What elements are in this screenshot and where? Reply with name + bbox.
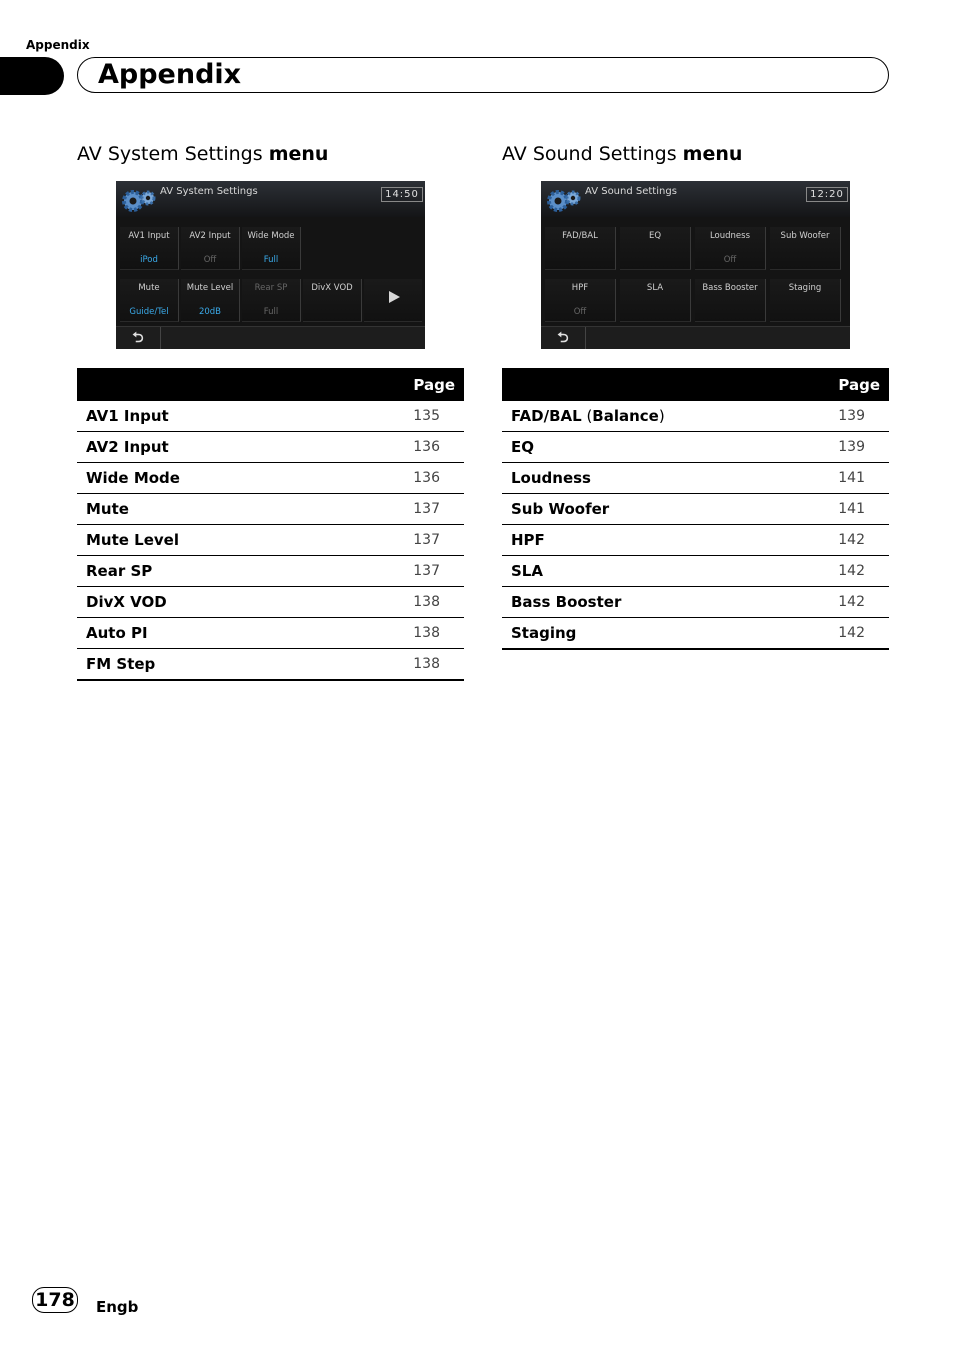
screen-button-av1-input[interactable]: AV1 Input iPod xyxy=(120,227,179,270)
screen-button-fad-bal[interactable]: FAD/BAL xyxy=(545,227,616,270)
gear-icon xyxy=(544,185,584,213)
table-row: FM Step 138 xyxy=(77,649,464,681)
table-row: FAD/BAL (Balance) 139 xyxy=(502,401,889,432)
screen-button-mute[interactable]: Mute Guide/Tel xyxy=(120,279,179,322)
page-title: Appendix xyxy=(98,59,242,90)
screen-title: AV Sound Settings xyxy=(585,186,677,197)
screen-button-mute-level[interactable]: Mute Level 20dB xyxy=(181,279,240,322)
table-header-blank xyxy=(77,368,328,401)
table-row: Sub Woofer 141 xyxy=(502,494,889,525)
table-row: EQ 139 xyxy=(502,432,889,463)
screen-button-bass-booster[interactable]: Bass Booster xyxy=(695,279,766,322)
screen-button-staging[interactable]: Staging xyxy=(770,279,841,322)
screen-button-loudness[interactable]: Loudness Off xyxy=(695,227,766,270)
language-code: Engb xyxy=(96,1298,139,1316)
screen-button-av2-input[interactable]: AV2 Input Off xyxy=(181,227,240,270)
back-arrow-icon[interactable]: ⮌ xyxy=(541,327,586,349)
table-row: Bass Booster 142 xyxy=(502,587,889,618)
screen-button-sla[interactable]: SLA xyxy=(620,279,691,322)
screen-clock: 12:20 xyxy=(806,187,848,202)
table-row: Mute Level 137 xyxy=(77,525,464,556)
screen-header xyxy=(116,181,425,217)
table-row: HPF 142 xyxy=(502,525,889,556)
screen-footer xyxy=(116,326,425,349)
table-row: Rear SP 137 xyxy=(77,556,464,587)
screen-next-button[interactable] xyxy=(364,279,422,322)
table-row: Wide Mode 136 xyxy=(77,463,464,494)
screen-button-rear-sp[interactable]: Rear SP Full xyxy=(242,279,301,322)
system-screen xyxy=(116,181,425,349)
screen-button-divx-vod[interactable]: DivX VOD xyxy=(303,279,362,322)
title-tab xyxy=(0,57,64,95)
screen-button-sub-woofer[interactable]: Sub Woofer xyxy=(770,227,841,270)
screen-footer xyxy=(541,326,850,349)
screen-button-hpf[interactable]: HPF Off xyxy=(545,279,616,322)
sound-heading: AV Sound Settings menu xyxy=(502,143,743,165)
screen-header xyxy=(541,181,850,217)
table-row: DivX VOD 138 xyxy=(77,587,464,618)
table-row: AV2 Input 136 xyxy=(77,432,464,463)
sound-screen xyxy=(541,181,850,349)
table-header-blank xyxy=(502,368,788,401)
screen-button-eq[interactable]: EQ xyxy=(620,227,691,270)
table-header-page: Page xyxy=(788,368,889,401)
gear-icon xyxy=(119,185,159,213)
table-row: AV1 Input 135 xyxy=(77,401,464,432)
running-head: Appendix xyxy=(26,38,90,52)
page-number: 178 xyxy=(32,1287,78,1313)
table-row: Loudness 141 xyxy=(502,463,889,494)
play-arrow-icon xyxy=(389,291,400,303)
table-row: Staging 142 xyxy=(502,618,889,650)
screen-clock: 14:50 xyxy=(381,187,423,202)
sound-reference-table xyxy=(502,368,889,650)
screen-title: AV System Settings xyxy=(160,186,258,197)
back-arrow-icon[interactable]: ⮌ xyxy=(116,327,161,349)
table-row: Auto PI 138 xyxy=(77,618,464,649)
system-heading: AV System Settings menu xyxy=(77,143,329,165)
title-box xyxy=(77,57,889,93)
screen-button-wide-mode[interactable]: Wide Mode Full xyxy=(242,227,301,270)
system-reference-table xyxy=(77,368,464,681)
table-row: SLA 142 xyxy=(502,556,889,587)
table-header-page: Page xyxy=(328,368,464,401)
table-row: Mute 137 xyxy=(77,494,464,525)
